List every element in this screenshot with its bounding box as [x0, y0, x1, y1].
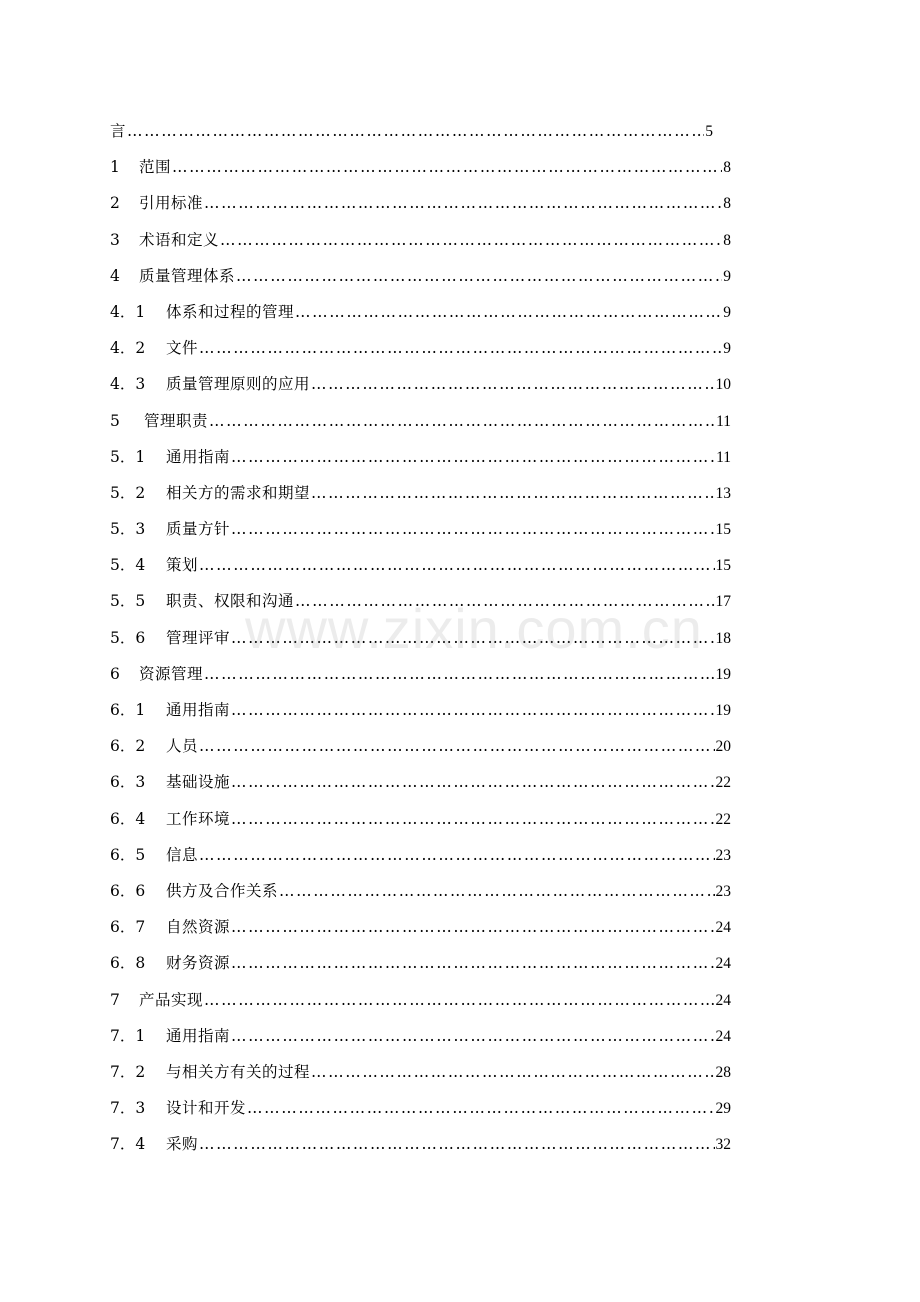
toc-entry[interactable] — [110, 945, 731, 981]
toc-entry[interactable] — [110, 583, 731, 619]
toc-entry[interactable] — [110, 475, 731, 511]
toc-entry-page: 24 — [715, 919, 731, 937]
toc-entry-number: 6．7 — [110, 918, 146, 937]
toc-entry[interactable] — [110, 1018, 731, 1054]
toc-dot-leader — [199, 1126, 714, 1162]
toc-entry-page: 13 — [715, 484, 731, 502]
toc-entry[interactable] — [110, 692, 731, 728]
toc-entry-title: 引用标准 — [139, 194, 204, 213]
toc-dot-leader — [231, 511, 714, 547]
toc-entry[interactable] — [110, 1126, 731, 1162]
toc-entry-number: 7．3 — [110, 1099, 146, 1118]
toc-entry-number: 6．4 — [110, 809, 146, 828]
toc-entry-page: 19 — [715, 702, 731, 719]
toc-dot-leader — [231, 909, 714, 945]
toc-entry[interactable] — [110, 873, 731, 909]
toc-entry[interactable] — [110, 294, 731, 330]
toc-entry-title: 质量管理原则的应用 — [166, 375, 311, 394]
toc-entry-page: 9 — [723, 267, 731, 285]
toc-entry-page: 22 — [715, 774, 731, 792]
toc-entry-number: 6．6 — [110, 881, 146, 900]
toc-dot-leader — [311, 475, 714, 511]
toc-entry[interactable] — [110, 330, 731, 366]
toc-entry[interactable] — [110, 801, 731, 837]
toc-dot-leader — [127, 113, 704, 149]
toc-entry-page: 29 — [715, 1100, 731, 1118]
toc-entry-page: 24 — [715, 955, 731, 973]
toc-dot-leader — [204, 185, 722, 221]
toc-entry-title: 自然资源 — [166, 918, 231, 937]
toc-entry-page: 8 — [723, 231, 731, 249]
toc-entry-title: 与相关方有关的过程 — [166, 1062, 311, 1081]
toc-dot-leader — [220, 222, 722, 258]
toc-entry-title: 通用指南 — [166, 701, 231, 719]
toc-entry-number: 5．6 — [110, 628, 146, 647]
toc-entry-page: 23 — [715, 882, 731, 900]
toc-entry-title: 术语和定义 — [139, 230, 220, 249]
toc-entry-title: 基础设施 — [166, 773, 231, 792]
toc-entry-number: 4 — [110, 266, 120, 285]
toc-dot-leader — [199, 837, 714, 873]
toc-entry-page: 28 — [715, 1063, 731, 1081]
toc-entry-number: 1 — [110, 158, 120, 177]
toc-dot-leader — [231, 439, 715, 475]
toc-entry[interactable] — [110, 728, 731, 764]
toc-dot-leader — [199, 547, 714, 583]
toc-entry-page: 8 — [723, 195, 731, 213]
toc-entry-title: 财务资源 — [166, 954, 231, 973]
toc-dot-leader — [231, 1018, 714, 1054]
toc-dot-leader — [311, 1054, 714, 1090]
toc-entry-title: 体系和过程的管理 — [166, 302, 295, 321]
toc-entry[interactable] — [110, 1054, 731, 1090]
toc-entry-page: 9 — [723, 340, 731, 358]
toc-dot-leader — [295, 583, 714, 619]
toc-entry-number: 3 — [110, 230, 120, 249]
toc-entry-number: 6．5 — [110, 845, 146, 864]
toc-entry[interactable] — [110, 113, 713, 149]
toc-dot-leader — [199, 728, 714, 764]
watermark: www.zixin.com.cn — [245, 597, 703, 660]
toc-entry-title: 设计和开发 — [166, 1099, 247, 1118]
toc-entry-title: 产品实现 — [139, 990, 204, 1009]
toc-entry-page: 17 — [715, 593, 731, 611]
toc-entry-title: 人员 — [166, 737, 199, 756]
toc-entry[interactable] — [110, 366, 731, 402]
toc-entry-title: 策划 — [166, 556, 199, 575]
toc-entry-title: 工作环境 — [166, 809, 231, 828]
toc-entry[interactable] — [110, 837, 731, 873]
toc-dot-leader — [231, 620, 714, 656]
toc-entry-page: 11 — [716, 412, 731, 430]
toc-dot-leader — [295, 294, 722, 330]
toc-entry-number: 5．1 — [110, 447, 146, 466]
toc-entry[interactable] — [110, 620, 731, 656]
toc-dot-leader — [209, 403, 715, 439]
toc-entry-title: 文件 — [166, 339, 199, 358]
toc-entry-page: 15 — [715, 521, 731, 539]
toc-entry[interactable] — [110, 982, 731, 1018]
toc-entry-number: 6．1 — [110, 701, 146, 719]
toc-entry-number: 6．3 — [110, 773, 146, 792]
toc-entry-title: 通用指南 — [166, 447, 231, 466]
toc-dot-leader — [231, 945, 714, 981]
toc-dot-leader — [231, 801, 714, 837]
toc-entry-page: 24 — [715, 1027, 731, 1045]
toc-dot-leader — [231, 692, 714, 728]
toc-entry-number: 4．3 — [110, 375, 146, 394]
toc-dot-leader — [199, 330, 722, 366]
toc-entry[interactable] — [110, 258, 731, 294]
toc-entry-number: 5．2 — [110, 483, 146, 502]
toc-entry-number: 5．5 — [110, 592, 146, 611]
toc-entry-page: 20 — [715, 738, 731, 756]
toc-entry-title: 范围 — [139, 158, 172, 177]
toc-entry-number: 6 — [110, 664, 120, 683]
toc-dot-leader — [311, 366, 714, 402]
toc-entry-page: 11 — [716, 448, 731, 466]
toc-entry[interactable] — [110, 511, 731, 547]
toc-entry-title: 管理评审 — [166, 628, 231, 647]
toc-entry[interactable] — [110, 547, 731, 583]
toc-entry[interactable] — [110, 149, 731, 185]
toc-dot-leader — [247, 1090, 714, 1126]
toc-dot-leader — [231, 764, 714, 800]
toc-entry-page: 18 — [715, 629, 731, 647]
toc-entry-title: 相关方的需求和期望 — [166, 483, 311, 502]
table-of-contents — [110, 113, 731, 1162]
toc-entry-number: 6．2 — [110, 737, 146, 756]
toc-entry[interactable] — [110, 656, 731, 692]
toc-entry-page: 9 — [723, 303, 731, 321]
toc-entry-title: 质量管理体系 — [139, 266, 236, 285]
toc-dot-leader — [172, 149, 722, 185]
toc-entry-page: 10 — [715, 376, 731, 394]
toc-entry-number: 5．4 — [110, 556, 146, 575]
toc-entry[interactable] — [110, 403, 731, 439]
toc-dot-leader — [279, 873, 714, 909]
toc-entry-title: 质量方针 — [166, 520, 231, 539]
toc-entry-title: 供方及合作关系 — [166, 881, 279, 900]
toc-dot-leader — [236, 258, 722, 294]
toc-entry-title: 采购 — [166, 1135, 199, 1154]
toc-entry-number: 7 — [110, 990, 120, 1009]
toc-entry-page: 23 — [715, 846, 731, 864]
toc-entry[interactable] — [110, 222, 731, 258]
toc-entry-number: 4．2 — [110, 339, 146, 358]
toc-entry[interactable] — [110, 764, 731, 800]
toc-entry-number: 7．2 — [110, 1062, 146, 1081]
toc-dot-leader — [204, 656, 714, 692]
toc-entry[interactable] — [110, 439, 731, 475]
toc-entry-number: 7．4 — [110, 1135, 146, 1154]
toc-entry-title: 信息 — [166, 845, 199, 864]
toc-entry-number: 4．1 — [110, 302, 146, 321]
toc-entry-page: 32 — [715, 1136, 731, 1154]
toc-entry[interactable] — [110, 909, 731, 945]
toc-entry-title: 言 — [110, 122, 127, 140]
toc-entry-page: 22 — [715, 810, 731, 828]
toc-entry-page: 19 — [715, 665, 731, 683]
toc-entry-page: 8 — [723, 159, 731, 177]
toc-entry-title: 管理职责 — [144, 411, 209, 430]
toc-entry-number: 5 — [110, 411, 120, 430]
toc-entry-page: 5 — [705, 123, 713, 140]
toc-entry-number: 5．3 — [110, 520, 146, 539]
toc-entry-number: 7．1 — [110, 1026, 146, 1045]
toc-entry-title: 职责、权限和沟通 — [166, 592, 295, 611]
toc-entry-title: 通用指南 — [166, 1026, 231, 1045]
toc-entry-page: 15 — [715, 557, 731, 575]
toc-entry-number: 2 — [110, 194, 120, 213]
toc-entry[interactable] — [110, 1090, 731, 1126]
toc-entry[interactable] — [110, 185, 731, 221]
toc-dot-leader — [204, 982, 714, 1018]
toc-entry-number: 6．8 — [110, 954, 146, 973]
toc-entry-title: 资源管理 — [139, 664, 204, 683]
toc-entry-page: 24 — [715, 991, 731, 1009]
